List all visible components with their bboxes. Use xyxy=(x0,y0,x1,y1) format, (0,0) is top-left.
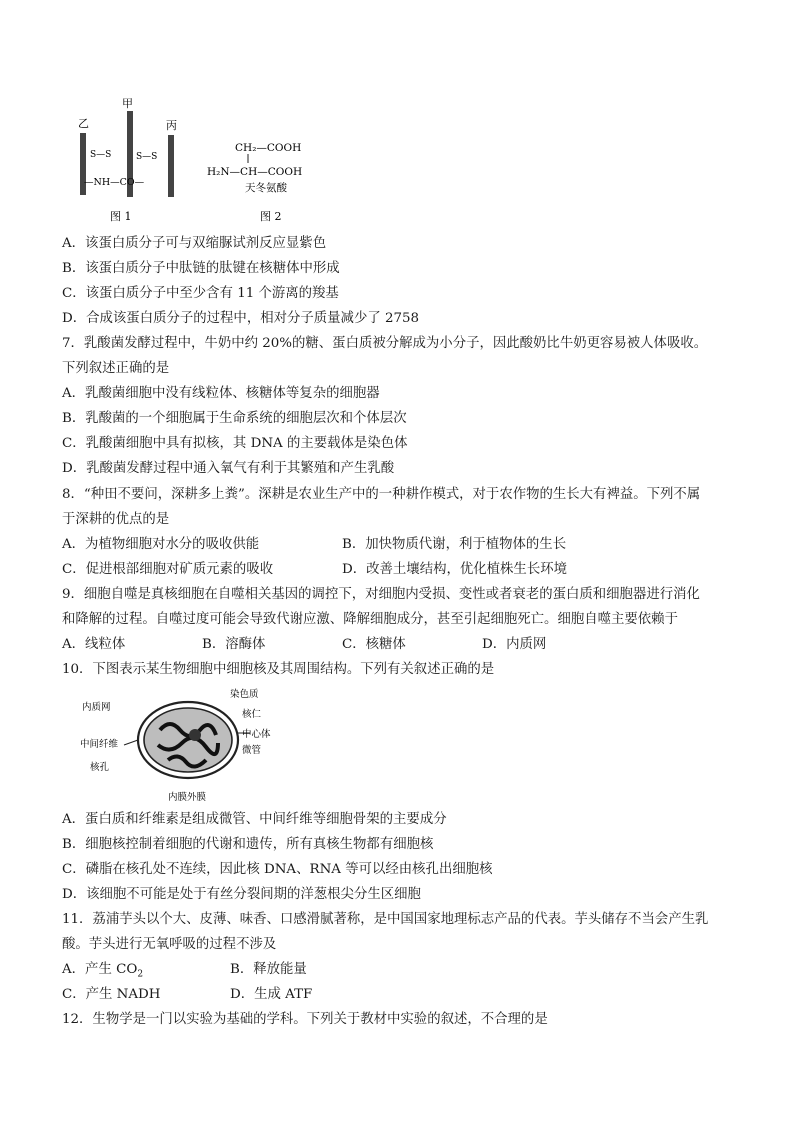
q10-stem: 10．下图表示某生物细胞中细胞核及其周围结构。下列有关叙述正确的是 xyxy=(62,662,495,677)
q12-stem: 12．生物学是一门以实验为基础的学科。下列关于教材中实验的叙述，不合理的是 xyxy=(62,1012,548,1027)
q10-option-d: D．该细胞不可能是处于有丝分裂间期的洋葱根尖分生区细胞 xyxy=(62,887,421,902)
q8-option-d: D．改善土壤结构，优化植株生长环境 xyxy=(342,562,567,577)
q11-option-d: D．生成 ATF xyxy=(230,987,313,1002)
peptide-bond: —NH—CO— xyxy=(84,177,145,188)
disulfide-bond-2: S—S xyxy=(136,152,158,162)
q10-option-a: A．蛋白质和纤维素是组成微管、中间纤维等细胞骨架的主要成分 xyxy=(62,812,447,827)
q11-stem-line-2: 酸。芋头进行无氧呼吸的过程不涉及 xyxy=(62,937,277,952)
chain-bing xyxy=(168,135,174,197)
disulfide-bond-1: S—S xyxy=(90,150,112,160)
q9-option-a: A．线粒体 xyxy=(62,637,126,652)
label-membranes: 内膜外膜 xyxy=(168,792,207,803)
q9-stem-line-2: 和降解的过程。自噬过度可能会导致代谢应激、降解细胞成分，甚至引起细胞死亡。细胞自噬主要依赖于 xyxy=(62,612,678,627)
figure-2-aspartic-acid xyxy=(205,135,335,225)
label-yi: 乙 xyxy=(78,117,89,130)
q7-stem-line-1: 7．乳酸菌发酵过程中，牛奶中约 20%的糖、蛋白质被分解成为小分子，因此酸奶比牛奶更容易被人体吸收。 xyxy=(62,336,708,351)
q8-option-c: C．促进根部细胞对矿质元素的吸收 xyxy=(62,562,274,577)
formula-row-2: H₂N—CH—COOH xyxy=(207,166,303,178)
q11-option-a-subscript: 2 xyxy=(137,969,144,980)
q8-option-a: A．为植物细胞对水分的吸收供能 xyxy=(62,537,260,552)
q7-option-d: D．乳酸菌发酵过程中通入氧气有利于其繁殖和产生乳酸 xyxy=(62,461,395,476)
label-microtubule: 微管 xyxy=(242,745,262,756)
q6-option-d: D．合成该蛋白质分子的过程中，相对分子质量减少了 2758 xyxy=(62,311,420,326)
figure-nucleus-diagram xyxy=(80,685,280,805)
label-chromatin: 染色质 xyxy=(230,689,259,700)
q6-option-c: C．该蛋白质分子中至少含有 11 个游离的羧基 xyxy=(62,286,339,301)
label-nuclear-pore: 核孔 xyxy=(90,762,110,773)
label-nucleolus: 核仁 xyxy=(242,709,262,720)
label-jia: 甲 xyxy=(122,97,133,110)
q7-option-a: A．乳酸菌细胞中没有线粒体、核糖体等复杂的细胞器 xyxy=(62,386,380,401)
q10-option-b: B．细胞核控制着细胞的代谢和遗传，所有真核生物都有细胞核 xyxy=(62,837,434,852)
q6-option-b: B．该蛋白质分子中肽链的肽键在核糖体中形成 xyxy=(62,261,340,276)
q11-option-b: B．释放能量 xyxy=(230,962,307,977)
label-intermediate-filament: 中间纤维 xyxy=(80,739,119,750)
pointer-line xyxy=(124,740,138,745)
figure-2-caption: 图 2 xyxy=(260,210,282,223)
label-er: 内质网 xyxy=(82,702,111,713)
figure-1-protein-diagram xyxy=(70,95,190,225)
label-bing: 丙 xyxy=(166,119,177,132)
q9-option-b: B．溶酶体 xyxy=(202,637,266,652)
figure-1-caption: 图 1 xyxy=(110,210,132,223)
q6-option-a: A．该蛋白质分子可与双缩脲试剂反应显紫色 xyxy=(62,236,327,251)
q7-option-c: C．乳酸菌细胞中具有拟核，其 DNA 的主要载体是染色体 xyxy=(62,436,408,451)
q11-option-a xyxy=(62,960,143,985)
nucleolus xyxy=(189,729,201,741)
q8-stem-line-2: 于深耕的优点的是 xyxy=(62,512,170,527)
q9-stem-line-1: 9．细胞自噬是真核细胞在自噬相关基因的调控下，对细胞内受损、变性或者衰老的蛋白质和细胞器进行消化 xyxy=(62,587,700,602)
q9-option-d: D．内质网 xyxy=(482,637,547,652)
q7-stem-line-2: 下列叙述正确的是 xyxy=(62,361,170,376)
q8-option-b: B．加快物质代谢，利于植物体的生长 xyxy=(342,537,567,552)
q7-option-b: B．乳酸菌的一个细胞属于生命系统的细胞层次和个体层次 xyxy=(62,411,407,426)
q11-stem-line-1: 11．荔浦芋头以个大、皮薄、味香、口感滑腻著称，是中国国家地理标志产品的代表。芋头储存不当会产生乳 xyxy=(62,912,709,927)
q9-option-c: C．核糖体 xyxy=(342,637,406,652)
q8-stem-line-1: 8．“种田不要问，深耕多上粪”。深耕是农业生产中的一种耕作模式，对于农作物的生长大有裨益。下列不属 xyxy=(62,487,701,502)
formula-row-1: CH₂—COOH xyxy=(235,142,302,154)
q11-option-a-text: A．产生 CO xyxy=(62,962,138,977)
label-centrosome: 中心体 xyxy=(242,729,271,740)
q11-option-c: C．产生 NADH xyxy=(62,987,161,1002)
compound-name: 天冬氨酸 xyxy=(245,182,287,194)
q10-option-c: C．磷脂在核孔处不连续，因此核 DNA、RNA 等可以经由核孔出细胞核 xyxy=(62,862,493,877)
